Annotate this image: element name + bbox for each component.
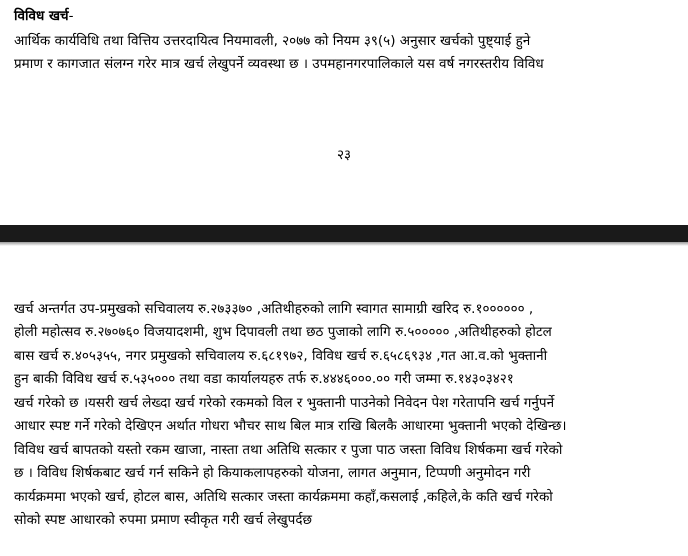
section-heading-text: विविध खर्च <box>14 8 69 24</box>
bottom-page-fragment <box>0 246 688 556</box>
page-separator-band <box>0 225 688 242</box>
top-page-fragment <box>0 0 688 225</box>
paragraph-line: होली महोत्सव रु.२७०७६० विजयादशमी, शुभ दिपावली तथा छठ पुजाको लागि रु.५००००० ,अतिथीहरुको होटल <box>14 324 552 341</box>
paragraph-line: आर्थिक कार्यविधि तथा वित्तिय उत्तरदायित्व नियमावली, २०७७ को नियम ३९(५) अनुसार खर्चको पुष्ट्याई हुने <box>14 33 531 50</box>
paragraph-line: सोको स्पष्ट आधारको रुपमा प्रमाण स्वीकृत गरी खर्च लेखुपर्दछ <box>14 512 312 529</box>
top-paragraph <box>14 30 674 76</box>
paragraph-line: बास खर्च रु.४०५३५५, नगर प्रमुखको सचिवालय रु.६८१९७२, विविध खर्च रु.६५८६९३४ ,गत आ.व.को भुक्तानी <box>14 347 548 364</box>
paragraph-line: कार्यक्रममा भएको खर्च, होटल बास, अतिथि सत्कार जस्ता कार्यक्रममा कहाँ,कसलाई ,कहिले,के कति खर्च गरेको <box>14 488 553 505</box>
paragraph-line: खर्च अन्तर्गत उप-प्रमुखको सचिवालय रु.२७३३७० ,अतिथीहरुको लागि स्वागत सामाग्री खरिद रु.१०००००० , <box>14 301 534 317</box>
paragraph-line: हुन बाकी विविध खर्च रु.५३५००० तथा वडा कार्यालयहरु तर्फ रु.४४४६०००.०० गरी जम्मा रु.१४३०३४२१ <box>14 371 514 388</box>
section-heading-dash: - <box>68 8 74 24</box>
paragraph-line: प्रमाण र कागजात संलग्न गरेर मात्र खर्च लेखुपर्ने व्यवस्था छ । उपमहानगरपालिकाले यस वर्ष नगरस्तरीय विविध <box>14 56 544 73</box>
paragraph-line: खर्च गरेको छ ।यसरी खर्च लेख्दा खर्च गरेको रकमको विल र भुक्तानी पाउनेको निवेदन पेश गरेतापनि खर्च गर्नुपर्ने <box>14 394 555 411</box>
paragraph-line: आधार स्पष्ट गर्ने गरेको देखिएन अर्थात गोधरा भौचर साथ बिल मात्र राखि बिलकै आधारमा भुक्तानी भएको देखिन्छ। <box>14 418 567 435</box>
page-number: २३ <box>336 147 352 163</box>
paragraph-line: विविध खर्च बापतको यस्तो रकम खाजा, नास्ता तथा अतिथि सत्कार र पुजा पाठ जस्ता विविध शिर्षकमा खर्च गरेको <box>14 441 563 458</box>
paragraph-line: छ । विविध शिर्षकबाट खर्च गर्न सकिने हो कियाकलापहरुको योजना, लागत अनुमान, टिप्पणी अनुमोदन गरी <box>14 465 531 482</box>
bottom-paragraph <box>14 298 674 533</box>
section-heading <box>14 6 674 26</box>
